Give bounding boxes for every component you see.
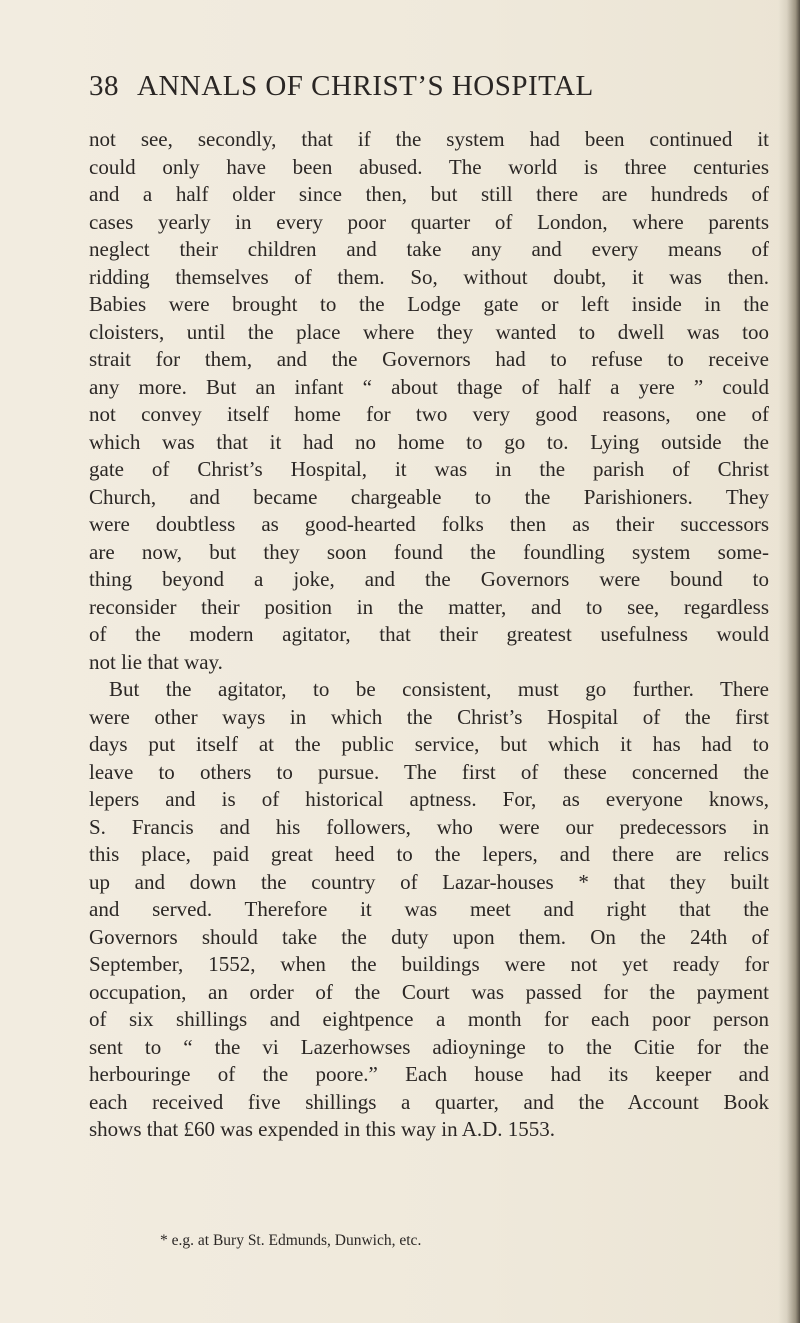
text-line: ridding themselves of them. So, without doubt, it was then. bbox=[89, 264, 769, 289]
page-number: 38 bbox=[89, 70, 119, 102]
text-line: Babies were brought to the Lodge gate or left inside in the bbox=[89, 292, 769, 316]
text-line: reconsider their position in the matter, and to see, regardless bbox=[89, 594, 769, 619]
paragraph-start-line: But the agitator, to be consistent, must go further. There bbox=[109, 677, 769, 701]
running-title: ANNALS OF CHRIST’S HOSPITAL bbox=[137, 70, 594, 102]
text-line: sent to “ the vi Lazerhowses adioyninge to the Citie for the bbox=[89, 1034, 769, 1059]
text-line: and served. Therefore it was meet and right that the bbox=[89, 897, 769, 921]
text-line: which was that it had no home to go to. Lying outside the bbox=[89, 429, 769, 454]
text-line: September, 1552, when the buildings were not yet ready for bbox=[89, 952, 769, 976]
text-line: S. Francis and his followers, who were our predecessors in bbox=[89, 814, 769, 839]
text-line: were other ways in which the Christ’s Hospital of the first bbox=[89, 704, 769, 729]
text-line: were doubtless as good-hearted folks then as their successors bbox=[89, 512, 769, 536]
text-line: gate of Christ’s Hospital, it was in the parish of Christ bbox=[89, 457, 769, 481]
paragraph-end-line: not lie that way. bbox=[89, 649, 223, 674]
text-line: cases yearly in every poor quarter of London, where parents bbox=[89, 209, 769, 234]
text-line: of the modern agitator, that their greatest usefulness would bbox=[89, 622, 769, 646]
running-header bbox=[89, 70, 594, 103]
text-line: are now, but they soon found the foundling system some- bbox=[89, 539, 769, 564]
page-edge-shadow bbox=[778, 0, 800, 1323]
text-line: up and down the country of Lazar-houses * that they built bbox=[89, 869, 769, 894]
text-line: this place, paid great heed to the lepers, and there are relics bbox=[89, 842, 769, 866]
text-line: any more. But an infant “ about thage of half a yere ” could bbox=[89, 374, 769, 399]
text-line: Church, and became chargeable to the Parishioners. They bbox=[89, 484, 769, 509]
text-line: could only have been abused. The world is three centuries bbox=[89, 154, 769, 179]
text-line: occupation, an order of the Court was passed for the payment bbox=[89, 979, 769, 1004]
body-text bbox=[89, 126, 769, 1144]
text-line: herbouringe of the poore.” Each house had its keeper and bbox=[89, 1062, 769, 1086]
text-line: not see, secondly, that if the system had been continued it bbox=[89, 127, 769, 151]
footnote: * e.g. at Bury St. Edmunds, Dunwich, etc. bbox=[160, 1232, 422, 1249]
text-line: Governors should take the duty upon them. On the 24th of bbox=[89, 924, 769, 949]
text-line: lepers and is of historical aptness. For, as everyone knows, bbox=[89, 787, 769, 811]
text-line: and a half older since then, but still there are hundreds of bbox=[89, 182, 769, 206]
text-line: not convey itself home for two very good reasons, one of bbox=[89, 402, 769, 426]
text-line: leave to others to pursue. The first of these concerned the bbox=[89, 759, 769, 784]
text-line: days put itself at the public service, but which it has had to bbox=[89, 732, 769, 756]
text-line: strait for them, and the Governors had to refuse to receive bbox=[89, 347, 769, 371]
text-line: shows that £60 was expended in this way in A.D. 1553. bbox=[89, 1117, 556, 1141]
text-line: each received five shillings a quarter, and the Account Book bbox=[89, 1089, 769, 1114]
text-line: thing beyond a joke, and the Governors were bound to bbox=[89, 567, 769, 591]
text-line: neglect their children and take any and every means of bbox=[89, 237, 769, 261]
text-line: cloisters, until the place where they wanted to dwell was too bbox=[89, 319, 769, 344]
text-line: of six shillings and eightpence a month for each poor person bbox=[89, 1007, 769, 1031]
